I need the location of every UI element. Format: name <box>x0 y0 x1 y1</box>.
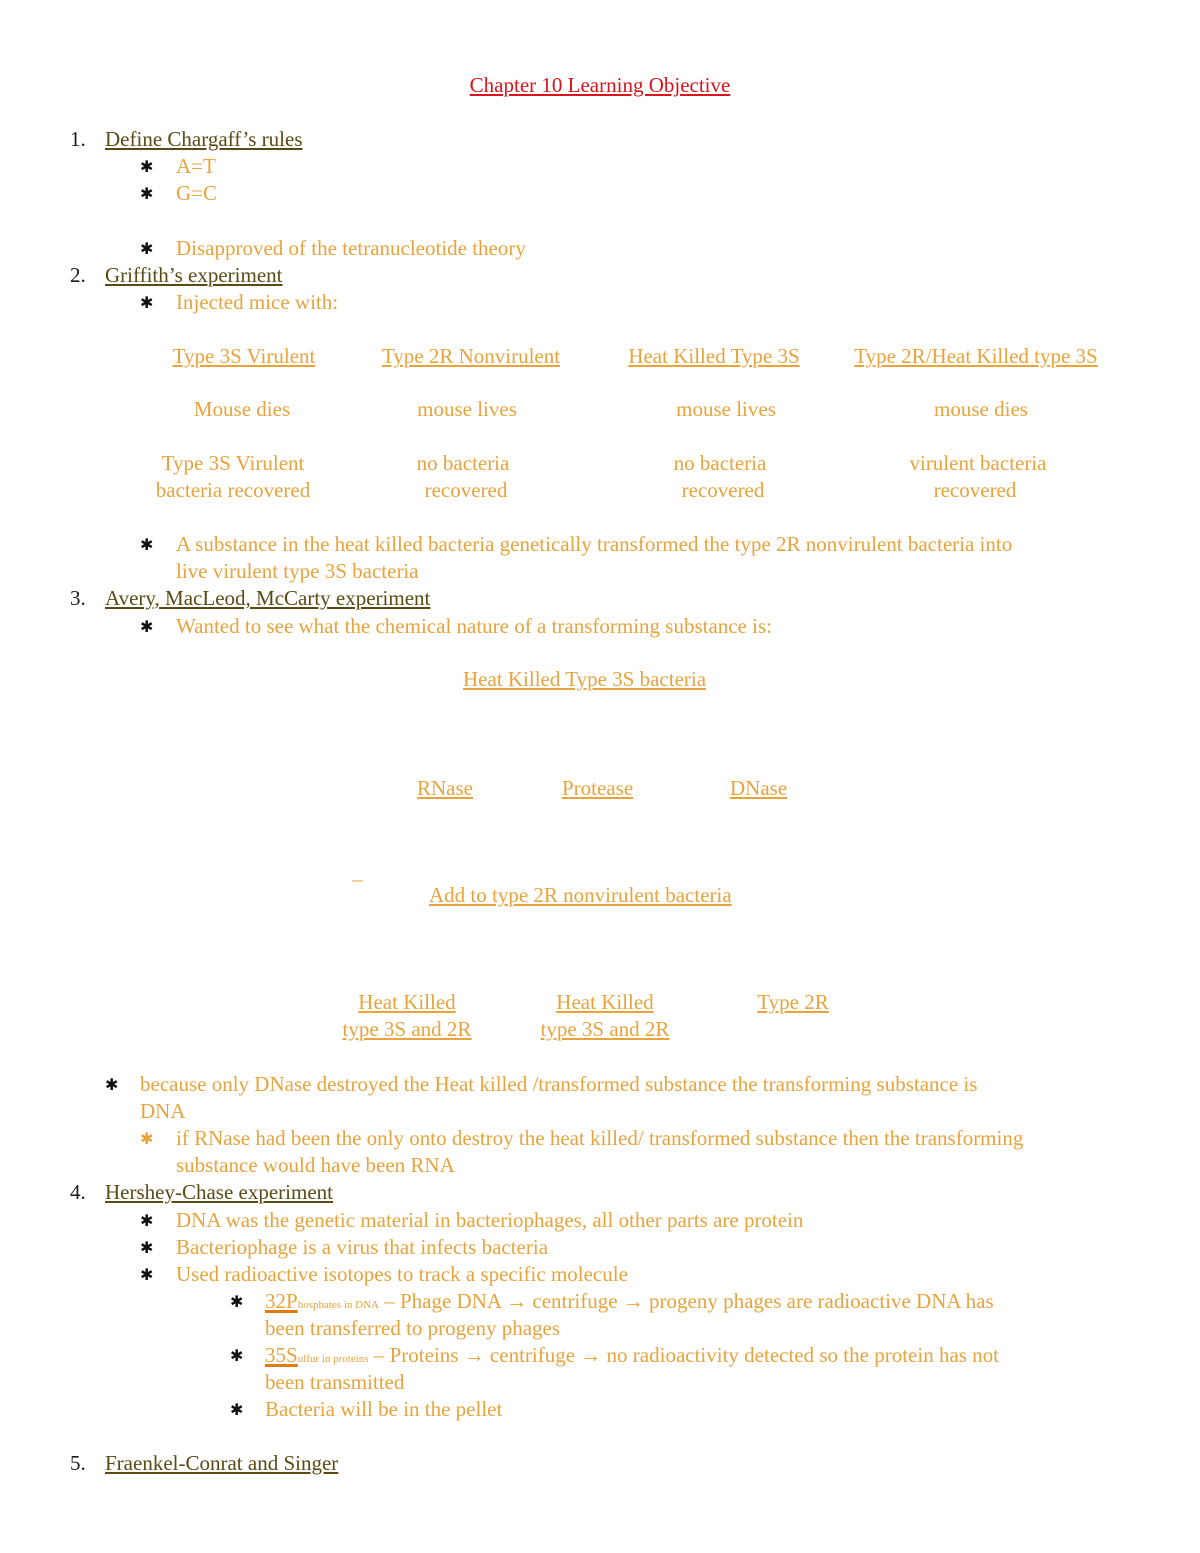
griffith-recovered: Type 3S Virulent <box>161 451 305 475</box>
bullet-text: Injected mice with: <box>176 290 339 314</box>
page-title: Chapter 10 Learning Objective <box>469 73 731 97</box>
griffith-recovered: recovered <box>424 478 508 502</box>
section-number: 2. <box>70 263 86 287</box>
asterisk-icon: ✱ <box>140 537 154 554</box>
bullet-text: G=C <box>176 181 218 205</box>
bullet-text: if RNase had been the only onto destroy the heat killed/ transformed substance then the transforming <box>176 1126 1024 1150</box>
section-heading-chargaff: Define Chargaff’s rules <box>105 127 303 151</box>
bullet-text: Bacteria will be in the pellet <box>265 1397 503 1421</box>
bullet-text: Wanted to see what the chemical nature of a transforming substance is: <box>176 614 773 638</box>
s35-text: centrifuge <box>484 1343 581 1367</box>
arrow-right-icon: → <box>622 1289 644 1313</box>
avery-enzyme: RNase <box>417 776 473 800</box>
section-heading-griffith: Griffith’s experiment <box>105 263 283 287</box>
avery-outcome: Type 2R <box>757 990 829 1014</box>
p32-text: – Phage DNA <box>378 1289 507 1313</box>
asterisk-icon: ✱ <box>105 1077 119 1094</box>
p32-label: 32P <box>265 1289 298 1313</box>
asterisk-icon: ✱ <box>140 186 154 203</box>
avery-add: Add to type 2R nonvirulent bacteria <box>429 883 732 907</box>
bullet-text: A=T <box>176 154 216 178</box>
section-heading-avery: Avery, MacLeod, McCarty experiment <box>105 586 431 610</box>
section-heading-hershey: Hershey-Chase experiment <box>105 1180 333 1204</box>
asterisk-icon: ✱ <box>140 1267 154 1284</box>
asterisk-icon: ✱ <box>140 159 154 176</box>
asterisk-icon: ✱ <box>140 619 154 636</box>
section-number: 4. <box>70 1180 86 1204</box>
griffith-column-header: Type 2R Nonvirulent <box>381 344 561 368</box>
asterisk-icon: ✱ <box>140 295 154 312</box>
griffith-result: Mouse dies <box>193 397 291 421</box>
p32-line-2: been transferred to progeny phages <box>265 1316 561 1340</box>
avery-enzyme: Protease <box>562 776 634 800</box>
griffith-recovered: recovered <box>681 478 765 502</box>
asterisk-icon: ✱ <box>140 1240 154 1257</box>
asterisk-icon: ✱ <box>140 1131 154 1148</box>
griffith-recovered: no bacteria <box>673 451 767 475</box>
bullet-text: live virulent type 3S bacteria <box>176 559 419 583</box>
bullet-text: DNA was the genetic material in bacteriophages, all other parts are protein <box>176 1208 804 1232</box>
avery-outcome: Heat Killed <box>358 990 456 1014</box>
bullet-text: Used radioactive isotopes to track a specific molecule <box>176 1262 628 1286</box>
griffith-column-header: Type 2R/Heat Killed type 3S <box>854 344 1098 368</box>
bullet-text: because only DNase destroyed the Heat killed /transformed substance the transforming substance is <box>140 1072 978 1096</box>
avery-start: Heat Killed Type 3S bacteria <box>463 667 707 691</box>
section-number: 3. <box>70 586 86 610</box>
griffith-result: mouse dies <box>934 397 1028 421</box>
arrow-right-icon: → <box>463 1343 485 1367</box>
bullet-text: A substance in the heat killed bacteria genetically transformed the type 2R nonvirulent bacteria into <box>176 532 1013 556</box>
avery-dash: _ <box>352 860 363 884</box>
p32-subscript: hosphates in DNA <box>297 1299 379 1311</box>
griffith-column-header: Heat Killed Type 3S <box>628 344 800 368</box>
bullet-text: substance would have been RNA <box>176 1153 455 1177</box>
p32-text: centrifuge <box>527 1289 623 1313</box>
avery-enzyme: DNase <box>730 776 788 800</box>
s35-line-2: been transmitted <box>265 1370 405 1394</box>
bullet-text: DNA <box>140 1099 186 1123</box>
asterisk-icon: ✱ <box>230 1348 244 1365</box>
s35-text: – Proteins <box>368 1343 464 1367</box>
avery-outcome: type 3S and 2R <box>540 1017 670 1041</box>
griffith-recovered: bacteria recovered <box>155 478 311 502</box>
section-heading-fraenkel: Fraenkel-Conrat and Singer <box>105 1451 339 1475</box>
asterisk-icon: ✱ <box>230 1294 244 1311</box>
griffith-recovered: virulent bacteria <box>909 451 1047 475</box>
arrow-right-icon: → <box>506 1289 528 1313</box>
p32-text: progeny phages are radioactive DNA has <box>643 1289 994 1313</box>
section-number: 5. <box>70 1451 86 1475</box>
avery-outcome: Heat Killed <box>556 990 654 1014</box>
section-number: 1. <box>70 127 86 151</box>
griffith-result: mouse lives <box>676 397 776 421</box>
bullet-text: Disapproved of the tetranucleotide theory <box>176 236 526 260</box>
griffith-recovered: recovered <box>933 478 1017 502</box>
arrow-right-icon: → <box>580 1343 602 1367</box>
bullet-text: Bacteriophage is a virus that infects bacteria <box>176 1235 549 1259</box>
s35-text: no radioactivity detected so the protein has not <box>601 1343 1000 1367</box>
griffith-result: mouse lives <box>417 397 517 421</box>
s35-subscript: ulfur in proteins <box>297 1353 369 1365</box>
griffith-recovered: no bacteria <box>416 451 510 475</box>
asterisk-icon: ✱ <box>140 1213 154 1230</box>
asterisk-icon: ✱ <box>140 241 154 258</box>
s35-label: 35S <box>265 1343 298 1367</box>
griffith-column-header: Type 3S Virulent <box>172 344 316 368</box>
avery-outcome: type 3S and 2R <box>342 1017 472 1041</box>
asterisk-icon: ✱ <box>230 1402 244 1419</box>
